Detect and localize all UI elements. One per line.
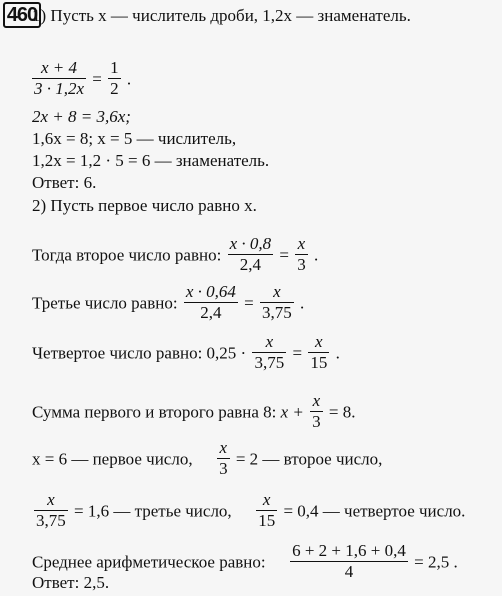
fraction: $\frac{x}{3,75}$ (261, 282, 292, 322)
fraction: $\frac{x \cdot 0,64}{2,4}$ (185, 282, 236, 322)
part1-line1: 2x + 8 = 3,6x; (32, 107, 131, 126)
problem-number-badge: 460 (3, 2, 41, 28)
fraction: $\frac{1}{2}$ (110, 58, 119, 98)
part1-equation: $\frac{x + 4}{3 \cdot 1,2x}$ = $\frac{1}{2}$ . (34, 58, 132, 98)
part1-line3: 1,2x = 1,2 · 5 = 6 — знаменатель. (32, 151, 270, 170)
part1-answer: Ответ: 6. (32, 173, 97, 192)
fraction: $\frac{x}{3}$ (297, 234, 306, 274)
part2-intro: 2) Пусть первое число равно x. (32, 196, 257, 215)
fraction: $\frac{x}{3}$ (219, 438, 228, 478)
fraction: $\frac{x}{15}$ (258, 490, 276, 530)
part1-line2: 1,6x = 8; x = 5 — числитель, (32, 129, 237, 148)
fraction: $\frac{x}{3,75}$ (36, 490, 66, 530)
fraction: $\frac{x + 4}{3 \cdot 1,2x}$ (34, 58, 85, 98)
fourth-number-line: Четвертое число равно: 0,25 · $\frac{x}{3,75}$ = $\frac{x}{15}$ . (32, 332, 340, 372)
part1-intro: 1) Пусть x — числитель дроби, 1,2x — знаменатель. (32, 6, 411, 25)
results-line-2: $\frac{x}{3,75}$ = 1,6 — третье число, $\frac{x}{15}$ = 0,4 — четвертое число. (36, 490, 466, 530)
fraction: $\frac{x}{15}$ (310, 332, 328, 372)
third-number-line: Третье число равно: $\frac{x \cdot 0,64}{2,4}$ = $\frac{x}{3,75}$ . (32, 282, 305, 322)
second-number-line: Тогда второе число равно: $\frac{x \cdot 0,8}{2,4}$ = $\frac{x}{3}$ . (32, 234, 319, 274)
part2-answer: Ответ: 2,5. (32, 573, 110, 592)
results-line-1: x = 6 — первое число, $\frac{x}{3}$ = 2 — второе число, (32, 438, 383, 478)
fraction: $\frac{x}{3,75}$ (254, 332, 285, 372)
fraction: $\frac{x \cdot 0,8}{2,4}$ (229, 234, 272, 274)
mean-line: Среднее арифметическое равно: $\frac{6 + 2 + 1,6 + 0,4}{4}$ = 2,5 . (32, 541, 458, 581)
fraction: $\frac{6 + 2 + 1,6 + 0,4}{4}$ (292, 541, 406, 581)
fraction: $\frac{x}{3}$ (312, 391, 321, 431)
sum-equation-line: Сумма первого и второго равна 8: x + $\frac{x}{3}$ = 8. (32, 391, 356, 431)
